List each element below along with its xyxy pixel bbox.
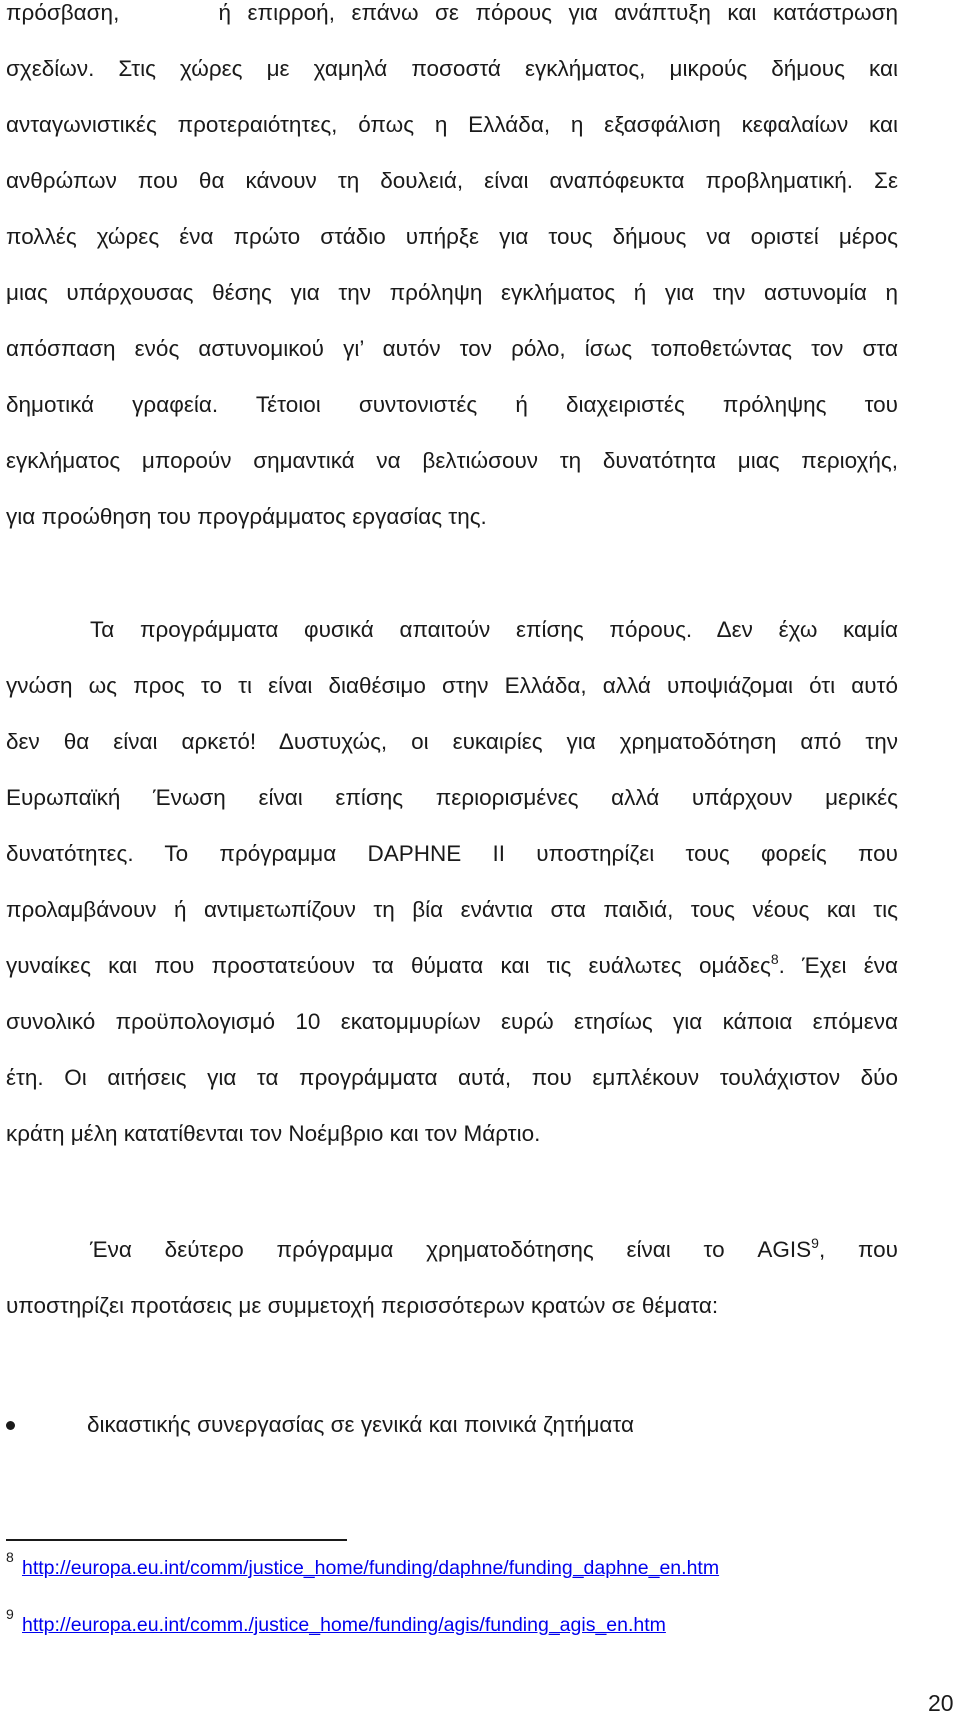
- text-segment: γυναίκες και που προστατεύουν τα θύματα και τις ευάλωτες ομάδες: [6, 953, 771, 978]
- footnote-separator: [6, 1539, 347, 1541]
- text-line: Τα προγράμματα φυσικά απαιτούν επίσης πόρους. Δεν έχω καμία: [90, 617, 898, 642]
- bullet-icon: [6, 1421, 15, 1430]
- page-number: 20: [928, 1690, 954, 1716]
- bullet-text: δικαστικής συνεργασίας σε γενικά και ποινικά ζητήματα: [87, 1412, 634, 1437]
- text-line: για προώθηση του προγράμματος εργασίας της.: [6, 504, 487, 529]
- paragraph-2: [6, 602, 898, 1162]
- footnote-link[interactable]: http://europa.eu.int/comm/justice_home/funding/daphne/funding_daphne_en.htm: [22, 1557, 720, 1579]
- footnote-reference-9[interactable]: 9: [811, 1234, 819, 1251]
- text-line: πρόσβαση, ή επιρροή, επάνω σε πόρους για ανάπτυξη και κατάστρωση: [6, 0, 898, 25]
- text-line: έτη. Οι αιτήσεις για τα προγράμματα αυτά, που εμπλέκουν τουλάχιστον δύο: [6, 1065, 898, 1090]
- text-line: κράτη μέλη κατατίθενται τον Νοέμβριο και τον Μάρτιο.: [6, 1121, 541, 1146]
- paragraph-3: [6, 1222, 898, 1334]
- text-line: σχεδίων. Στις χώρες με χαμηλά ποσοστά εγκλήματος, μικρούς δήμους και: [6, 56, 898, 81]
- footnote-reference-8[interactable]: 8: [770, 950, 779, 967]
- footnote-link[interactable]: http://europa.eu.int/comm./justice_home/funding/agis/funding_agis_en.htm: [22, 1614, 666, 1636]
- text-segment: Ένα δεύτερο πρόγραμμα χρηματοδότησης είναι το AGIS: [90, 1237, 812, 1262]
- text-segment: , που: [818, 1237, 898, 1262]
- text-line: δεν θα είναι αρκετό! Δυστυχώς, οι ευκαιρίες για χρηματοδότηση από την: [6, 729, 898, 754]
- text-line: δημοτικά γραφεία. Τέτοιοι συντονιστές ή διαχειριστές πρόληψης του: [6, 392, 898, 417]
- text-line: συνολικό προϋπολογισμό 10 εκατομμυρίων ευρώ ετησίως για κάποια επόμενα: [6, 1009, 898, 1034]
- text-line: απόσπαση ενός αστυνομικού γι’ αυτόν τον ρόλο, ίσως τοποθετώντας τον στα: [6, 336, 898, 361]
- footnote-number: 8: [6, 1549, 14, 1565]
- text-line: εγκλήματος μπορούν σημαντικά να βελτιώσουν τη δυνατότητα μιας περιοχής,: [6, 448, 898, 473]
- text-line: δυνατότητες. Το πρόγραμμα DAPHNE II υποστηρίζει τους φορείς που: [6, 841, 898, 866]
- text-line: ανταγωνιστικές προτεραιότητες, όπως η Ελλάδα, η εξασφάλιση κεφαλαίων και: [6, 112, 898, 137]
- text-line: γνώση ως προς το τι είναι διαθέσιμο στην Ελλάδα, αλλά υποψιάζομαι ότι αυτό: [6, 673, 898, 698]
- text-line: [6, 938, 898, 994]
- text-line: πολλές χώρες ένα πρώτο στάδιο υπήρξε για τους δήμους να οριστεί μέρος: [6, 224, 898, 249]
- text-line: υποστηρίζει προτάσεις με συμμετοχή περισσότερων κρατών σε θέματα:: [6, 1293, 719, 1318]
- text-line: προλαμβάνουν ή αντιμετωπίζουν τη βία ενάντια στα παιδιά, τους νέους και τις: [6, 897, 898, 922]
- text-line: Ευρωπαϊκή Ένωση είναι επίσης περιορισμένες αλλά υπάρχουν μερικές: [6, 785, 898, 810]
- paragraph-1: [6, 0, 898, 545]
- footnote-number: 9: [6, 1606, 14, 1622]
- text-segment: . Έχει ένα: [778, 953, 898, 978]
- text-line: [6, 1222, 898, 1278]
- text-line: ανθρώπων που θα κάνουν τη δουλειά, είναι αναπόφευκτα προβληματική. Σε: [6, 168, 898, 193]
- text-line: μιας υπάρχουσας θέσης για την πρόληψη εγκλήματος ή για την αστυνομία η: [6, 280, 898, 305]
